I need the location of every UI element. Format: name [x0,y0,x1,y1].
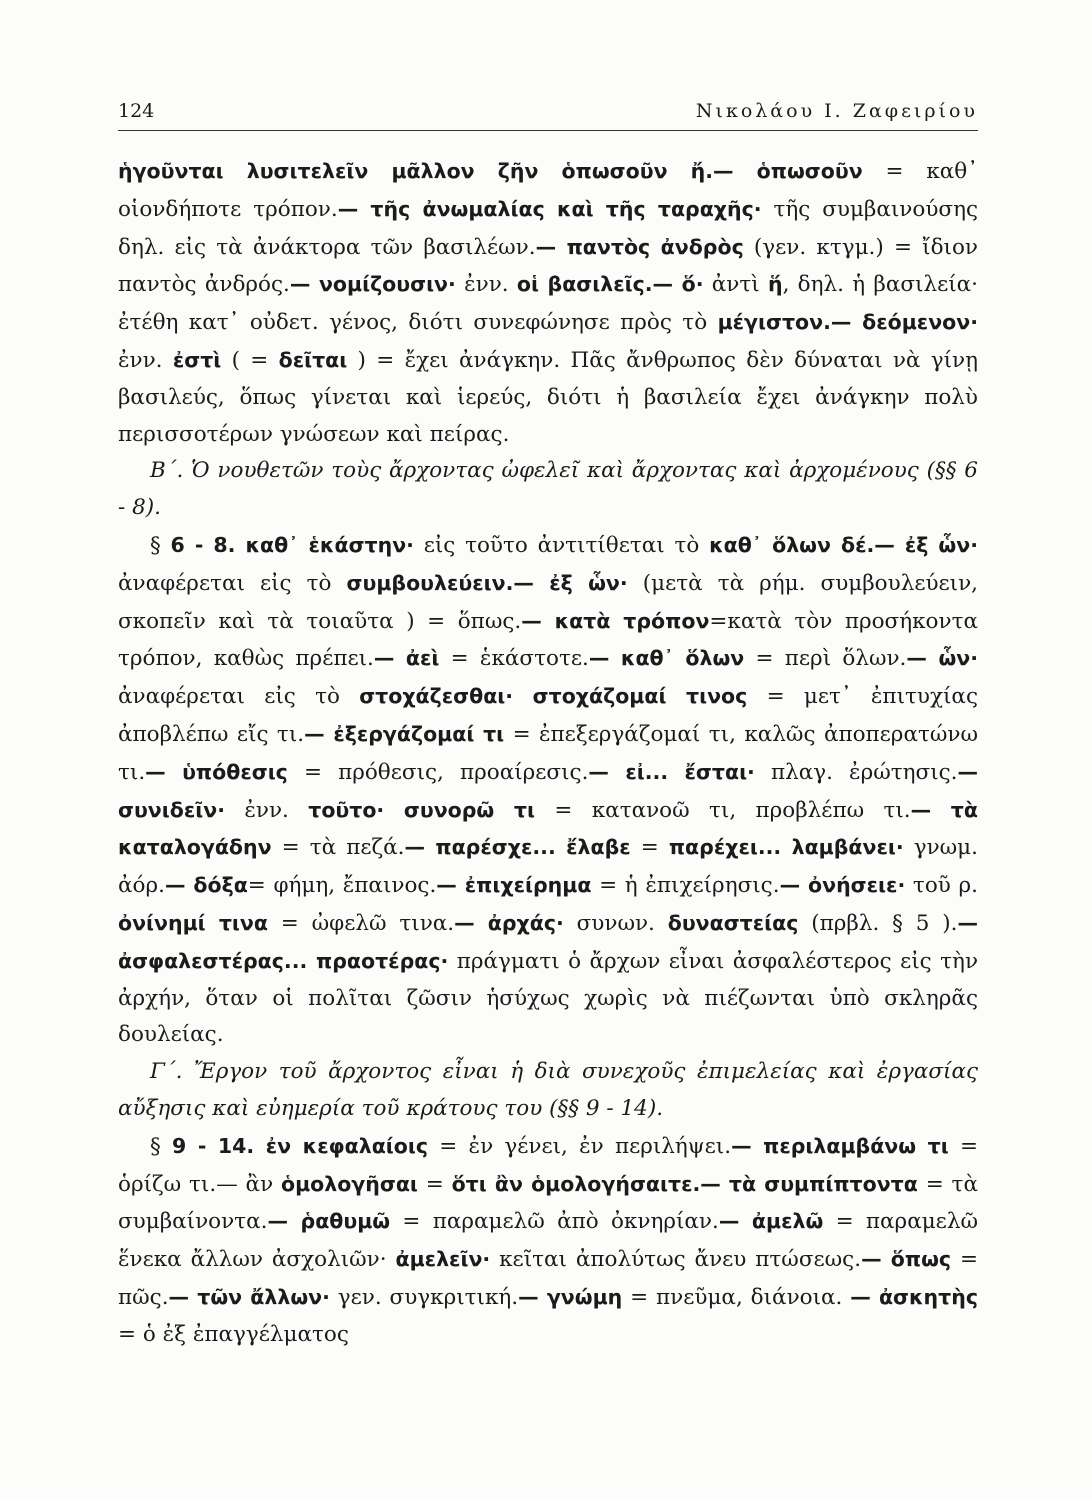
page-number: 124 [118,100,155,122]
gloss: πλαγ. ἐρώτησις. [754,759,958,785]
gloss: ) = ἔχει ἀνάγκην. Πᾶς ἄνθρωπος δὲν δύναται νὰ γίνῃ βασιλεύς, ὅπως γίνεται καὶ ἱερεύς, διότι ἡ βασιλεία ἔχει ἀνάγκην πολὺ περισσοτέρων γνώσεων καὶ πείρας. [118,347,978,447]
gloss: = ὠφελῶ τινα. [267,910,455,936]
lemma: — ὅ· [652,272,704,297]
gloss: ἐνν. [225,797,309,823]
gloss: τῆς συμβαινούσης δηλ. εἰς τὰ ἀνάκτορα τῶν βασιλέων. [118,196,978,260]
lemma: μέγιστον. [717,310,831,335]
paragraph-3 [118,1128,978,1354]
gloss: (πρβλ. § 5 ). [798,910,958,936]
lemma: — ὑπόθεσις [145,759,288,784]
lemma: — νομίζουσιν· [289,272,456,297]
lemma: — ἀεὶ [373,646,440,671]
gloss: πράγματι ὁ ἄρχων εἶναι ἀσφαλέστερος εἰς τὴν ἀρχήν, ὅταν οἱ πολῖται ζῶσιν ἡσύχως χωρὶς νὰ πιέζωνται ὑπὸ σκληρᾶς δουλείας. [118,948,979,1048]
paragraph-2 [118,527,978,1054]
lemma: — ἐξ ὧν· [513,570,628,595]
gloss: = ἐπεξεργάζομαί τι, καλῶς ἀποπερατώνω τι. [118,721,978,785]
lemma: συμβουλεύειν. [346,570,514,595]
lemma: — ἀσκητὴς [850,1284,978,1309]
gloss: συνων. [563,910,668,936]
gloss: = πνεῦμα, διάνοια. [622,1284,851,1310]
lemma: — καθ᾽ ὅλων [588,646,745,671]
gloss: ( = [221,347,279,373]
gloss: =κατὰ τὸν προσήκοντα τρόπον, καθὼς πρέπει. [118,608,978,672]
gloss: — ἂν [216,1171,281,1197]
gloss: ἀντὶ [703,272,768,298]
lemma: οἱ βασιλεῖς. [516,272,653,297]
gloss: , δηλ. ἡ βασιλεία· ἐτέθη κατ᾽ οὐδετ. γένος, διότι συνεφώνησε πρὸς τὸ [118,272,978,336]
gloss: (γεν. κτγμ.) = ἴδιον παντὸς ἀνδρός. [118,234,978,298]
lemma: — ἀρχάς· [454,910,564,935]
gloss: = ἐν γένει, ἐν περιλήψει. [428,1133,732,1159]
gloss: = [630,835,669,861]
lemma: δυναστείας [667,910,799,935]
lemma: ἀμελεῖν· [395,1247,491,1272]
lemma: ἡγοῦνται λυσιτελεῖν μᾶλλον ζῆν ὁπωσοῦν ἤ. [118,159,714,183]
gloss: τοῦ ρ. [905,873,978,899]
gloss: § [150,532,171,558]
gloss: εἰς τοῦτο ἀντιτίθεται τὸ [413,532,710,558]
gloss: = [417,1171,452,1197]
lemma: ἐστὶ [172,347,222,372]
page-body [118,153,978,1354]
lemma: — ὀνήσειε· [779,873,906,898]
gloss: κεῖται ἀπολύτως ἄνευ πτώσεως. [490,1247,862,1273]
lemma: — τῶν ἄλλων· [168,1284,330,1309]
gloss: ἐνν. [455,272,517,298]
lemma: ὅτι ἂν ὁμολογήσαιτε. [451,1171,701,1196]
gloss: = κατανοῶ τι, προβλέπω τι. [534,797,911,823]
lemma: ὁμολογῆσαι [280,1171,418,1196]
gloss: = πρόθεσις, προαίρεσις. [287,759,589,785]
gloss: = τὰ πεζά. [271,835,405,861]
gloss: ἀναφέρεται εἰς τὸ [118,570,347,596]
lemma: — δόξα [164,873,248,898]
lemma: — ὁπωσοῦν [713,159,863,183]
lemma: — δεόμενον· [830,310,978,335]
lemma: — ἐξεργάζομαί τι [304,721,505,746]
lemma: ὀνίνημί τινα [118,910,268,935]
lemma: — παντὸς ἀνδρὸς [535,234,744,259]
lemma: — περιλαμβάνω τι [731,1133,949,1158]
lemma: — γνώμη [518,1284,623,1309]
gloss: = ὁρίζω τι. [118,1133,978,1197]
lemma: — ἐξ ὧν· [874,532,978,557]
lemma: — τὰ συμπίπτοντα [700,1171,918,1196]
gloss: = πῶς. [118,1247,978,1310]
gloss: = παραμελῶ ἀπὸ ὀκνηρίαν. [390,1209,719,1235]
gloss: = φήμη, ἔπαινος. [247,873,437,899]
gloss: ἀναφέρεται εἰς τὸ [118,684,360,710]
gloss: γνωμ. ἀόρ. [118,835,978,899]
gloss: ἐνν. [118,347,173,373]
gloss: = καθ᾽ οἱονδήποτε τρόπον. [118,159,978,222]
paragraph-1 [118,153,978,453]
lemma: — παρέσχε... ἔλαβε [404,835,631,860]
gloss: (μετὰ τὰ ρήμ. συμβουλεύειν, σκοπεῖν καὶ τὰ τοιαῦτα ) = ὅπως. [118,570,978,634]
lemma: — τῆς ἀνωμαλίας καὶ τῆς ταραχῆς· [337,196,762,221]
lemma: ἥ [767,272,783,297]
lemma: — ῥαθυμῶ [267,1209,391,1234]
lemma: — εἰ... ἔσται· [588,759,755,784]
gloss: = περὶ ὅλων. [744,646,907,672]
lemma: 6 - 8. καθ᾽ ἑκάστην· [170,532,414,557]
section-heading-g: Γ΄. Ἔργον τοῦ ἄρχοντος εἶναι ἡ διὰ συνεχοῦς ἐπιμελείας καὶ ἐργασίας αὔξησις καὶ εὐημερία τοῦ κράτους του (§§ 9 - 14). [118,1059,978,1121]
lemma: — ἀσφαλεστέρας... πραοτέρας· [118,910,978,973]
section-heading-b: Β΄. Ὁ νουθετῶν τοὺς ἄρχοντας ὠφελεῖ καὶ ἄρχοντας καὶ ἀρχομένους (§§ 6 - 8). [118,458,978,521]
lemma: παρέχει... λαμβάνει· [668,835,904,860]
gloss: § [150,1133,172,1159]
lemma: καθ᾽ ὅλων δέ. [709,532,875,557]
lemma: τοῦτο· συνορῶ τι [308,797,535,822]
lemma: — συνιδεῖν· [118,759,979,822]
lemma: — ἐπιχείρημα [436,873,592,898]
gloss: = τὰ συμβαίνοντα. [118,1171,978,1235]
lemma: — τὰ καταλογάδην [118,797,978,860]
lemma: δεῖται [278,347,348,372]
page-header [118,100,978,131]
lemma: — ὅπως [861,1247,952,1272]
gloss: = ἑκάστοτε. [439,646,589,672]
lemma: 9 - 14. ἐν κεφαλαίοις [172,1133,429,1158]
gloss: = ὁ ἐξ ἐπαγγέλματος [118,1321,349,1347]
gloss: = μετ᾽ ἐπιτυχίας ἀποβλέπω εἴς τι. [118,684,978,747]
running-title: Νικολάου Ι. Ζαφειρίου [695,100,978,122]
gloss: = παραμελῶ ἕνεκα ἄλλων ἀσχολιῶν· [118,1209,978,1273]
gloss: = ἡ ἐπιχείρησις. [591,873,780,899]
lemma: στοχάζεσθαι· στοχάζομαί τινος [359,684,748,709]
lemma: — κατὰ τρόπον [521,608,710,633]
gloss: γεν. συγκριτική. [329,1284,519,1310]
lemma: — ἀμελῶ [718,1209,824,1234]
lemma: — ὧν· [906,646,979,671]
page [118,100,978,1354]
